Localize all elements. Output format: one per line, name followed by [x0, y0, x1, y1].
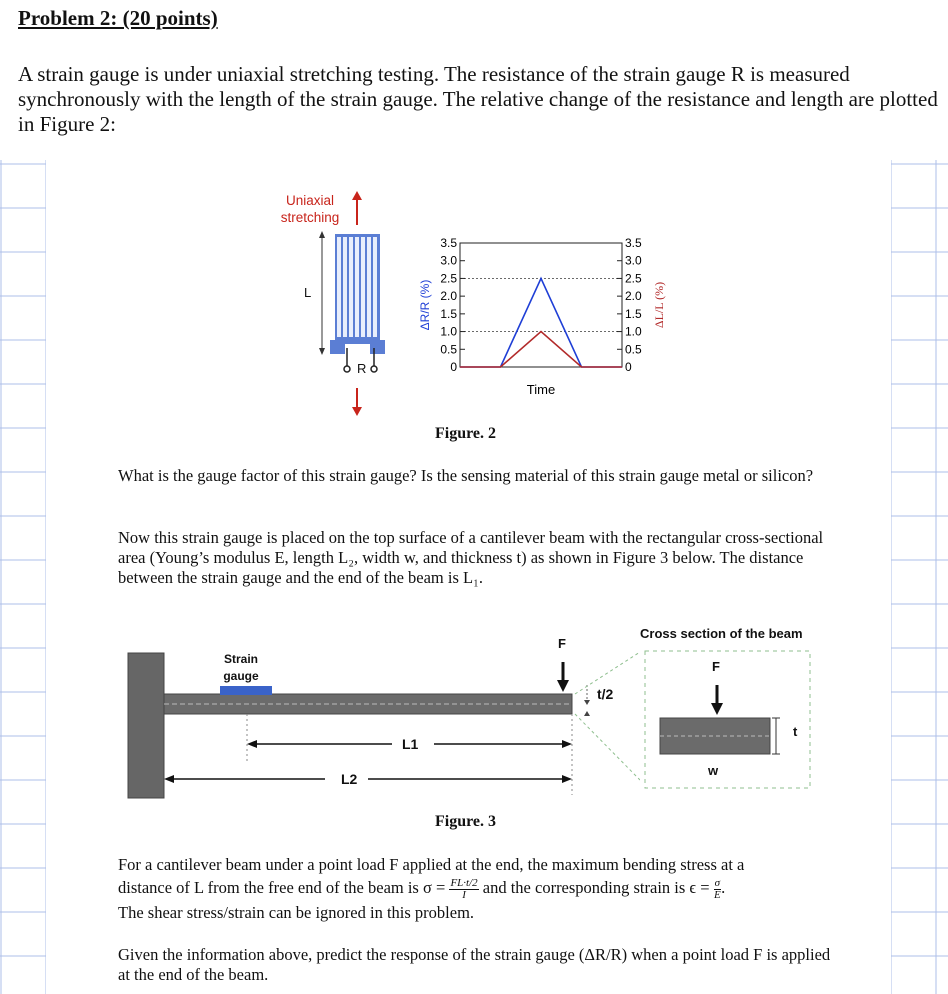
- left-tick-label: 0: [450, 360, 457, 374]
- L2-label: L2: [341, 771, 358, 787]
- problem-intro: A strain gauge is under uniaxial stretching testing. The resistance of the strain gauge R is measured synchronously with the length of the strain gauge. The relative change of the resistance and length are plotted in Figure 2:: [18, 62, 938, 136]
- question-3-line-2: distance of L from the free end of the beam is σ = $\frac{FL\cdot t/2}{I}$ and the corresponding strain is ϵ = $\frac{\sigma}{E}$ .: [118, 876, 726, 901]
- resistance-label: R: [357, 361, 367, 376]
- strain-fraction: $\frac{\sigma}{E}$: [714, 876, 721, 901]
- right-tick-label: 3.5: [625, 236, 642, 250]
- cross-section-force-arrow: [711, 685, 723, 715]
- right-tick-label: 0: [625, 360, 632, 374]
- problem-title: Problem 2: (20 points): [18, 6, 218, 30]
- L2-dimension: [164, 775, 572, 783]
- resistance-length-chart: [405, 232, 695, 402]
- length-label: L: [304, 285, 312, 300]
- cross-section-diagram: [640, 648, 815, 793]
- strain-gauge-grid: [330, 234, 385, 372]
- right-tick-label: 2.5: [625, 271, 642, 286]
- left-tick-label: 2.5: [440, 271, 457, 286]
- length-dimension: [319, 231, 325, 355]
- y-axis-label: ΔR/R (%): [418, 279, 432, 331]
- stress-fraction: $\frac{FL\cdot t/2}{I}$: [450, 876, 478, 901]
- thickness-label: t: [793, 724, 798, 739]
- L1-label: L1: [402, 736, 419, 752]
- strain-gauge-diagram: [290, 190, 400, 420]
- strain-gauge-label: Strain gauge: [223, 652, 259, 683]
- right-tick-label: 3.0: [625, 253, 642, 268]
- question-4: Given the information above, predict the response of the strain gauge (ΔR/R) when a point load F is applied at the end of the beam.: [118, 945, 831, 984]
- left-tick-label: 3.5: [440, 236, 457, 250]
- strain-gauge-on-beam: [220, 686, 272, 695]
- right-tick-label: 1.0: [625, 324, 642, 339]
- right-tick-label: 2.0: [625, 289, 642, 304]
- width-label: w: [708, 763, 719, 778]
- stretch-arrow-up: [352, 191, 362, 225]
- right-tick-label: 1.5: [625, 306, 642, 321]
- x-axis-label: Time: [526, 382, 556, 397]
- force-arrow: [557, 662, 569, 692]
- uniaxial-label: Uniaxial stretching: [280, 193, 340, 225]
- right-tick-label: 0.5: [625, 342, 642, 357]
- y2-axis-label: ΔL/L (%): [652, 281, 666, 329]
- fixed-wall: [128, 653, 164, 798]
- cross-section-force-label: F: [712, 659, 720, 674]
- left-tick-label: 3.0: [440, 253, 457, 268]
- question-3: [118, 853, 838, 924]
- half-thickness-label: t/2: [597, 686, 614, 702]
- cantilever-beam-diagram: [120, 630, 640, 805]
- stretch-arrow-down: [352, 388, 362, 416]
- half-thickness-marker: [584, 685, 590, 716]
- series-line-2: [460, 332, 622, 367]
- problem-header: [0, 0, 948, 158]
- question-3-line-3: The shear stress/strain can be ignored in this problem.: [118, 902, 475, 922]
- question-2: Now this strain gauge is placed on the top surface of a cantilever beam with the rectangular cross-sectional area (Young’s modulus E, length L₂, width w, and thickness t) as shown in Figure 3 below. The distance between the strain gauge and the end of the beam is L₁.: [118, 528, 824, 587]
- left-tick-label: 0.5: [440, 342, 457, 357]
- cross-section-title: Cross section of the beam: [640, 626, 803, 641]
- left-tick-label: 1.5: [440, 306, 457, 321]
- force-label: F: [558, 636, 566, 651]
- plot-frame: [460, 243, 622, 367]
- left-tick-label: 2.0: [440, 289, 457, 304]
- left-tick-label: 1.0: [440, 324, 457, 339]
- series-line-1: [460, 278, 622, 367]
- thickness-dimension: [772, 718, 780, 754]
- figure-3-caption: Figure. 3: [435, 813, 497, 830]
- question-1: What is the gauge factor of this strain gauge? Is the sensing material of this strain gauge metal or silicon?: [118, 466, 814, 485]
- figure-2-caption: Figure. 2: [435, 425, 497, 442]
- question-3-line-1: For a cantilever beam under a point load F applied at the end, the maximum bending stress at a: [118, 855, 745, 874]
